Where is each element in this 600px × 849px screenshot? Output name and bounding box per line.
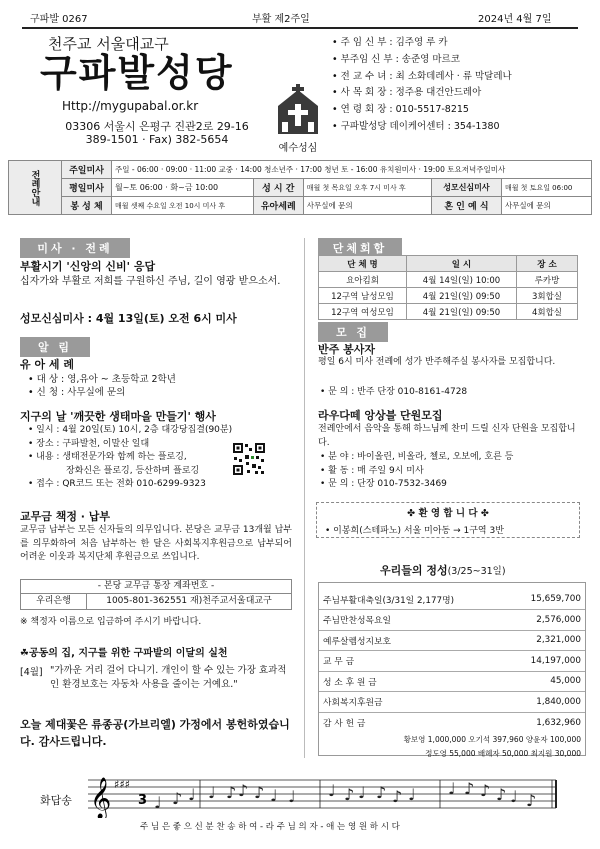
account-row bbox=[21, 594, 291, 609]
list-item-continued: 장화신은 플로깅, 등산하며 플로깅 bbox=[66, 465, 200, 476]
accompanist-title: 반주 봉사자 bbox=[318, 343, 375, 356]
monthly-practice-title: ☘공동의 집, 지구를 위한 구파발의 이달의 실천 bbox=[20, 648, 228, 659]
staff-item: • 주 임 신 부 : 김주영 루 카 bbox=[332, 37, 448, 48]
parish-name: 구파발성당 bbox=[40, 51, 234, 95]
table-row: 12구역 여성모임 4월 21일(일) 09:50 4회합실 bbox=[319, 304, 578, 320]
svg-text:♪: ♪ bbox=[496, 785, 507, 804]
svg-text:♩: ♩ bbox=[510, 787, 518, 806]
staff-item: • 부주임 신 부 : 송준영 마르코 bbox=[332, 53, 460, 65]
svg-text:♪: ♪ bbox=[172, 789, 183, 808]
staff-item: • 연 령 회 장 : 010-5517-8215 bbox=[332, 104, 469, 116]
ensemble-title: 라우다떼 앙상블 단원모집 bbox=[318, 409, 443, 422]
svg-text:♩: ♩ bbox=[188, 785, 196, 804]
list-item: • 대 상 : 영,유아 ~ 초등학교 2학년 bbox=[28, 374, 176, 385]
list-item: • 내용 : 생태전문가와 함께 하는 플로깅, bbox=[28, 452, 187, 462]
svg-text:♩: ♩ bbox=[358, 783, 366, 802]
issue-number: 구파발 0267 bbox=[30, 14, 88, 25]
svg-text:♩: ♩ bbox=[328, 781, 336, 800]
svg-text:♪: ♪ bbox=[480, 781, 491, 800]
account-note: ※ 책정자 이름으로 입금하여 주시기 바랍니다. bbox=[20, 617, 202, 627]
account-number: 1005-801-362551 재)천주교서울대교구 bbox=[106, 596, 272, 606]
ensemble-list bbox=[320, 451, 513, 492]
svg-text:♩: ♩ bbox=[408, 785, 416, 804]
svg-text:♪: ♪ bbox=[376, 783, 387, 802]
bank-name: 우리은행 bbox=[21, 594, 87, 609]
svg-text:♪: ♪ bbox=[464, 779, 475, 798]
liturgy-schedule-table: 전례안내 주일미사 주일 - 06:00 · 09:00 · 11:00 교중 · 14:00 청소년주 · 17:00 청년 토 - 16:00 유치원미사 · 19:00 토요저녁주일미사 평일미사 월~토 06:00 · 화~금 10:00 성 시 간 매월 첫 목요일 오후 7시 미사 후 성모신심미사 매월 첫 토요일 06:00 봉 성 체 매월 셋째 수요일 오전 10시 미사 후 유아세례 사무실에 문의 혼 인 예 식 사무실에 문의 bbox=[8, 160, 592, 215]
logo-caption: 예수성심 bbox=[278, 143, 318, 154]
list-item: • 문 의 : 단장 010-7532-3469 bbox=[320, 479, 447, 489]
tithe-title: 교무금 책정 · 납부 bbox=[20, 510, 111, 523]
svg-text:♩: ♩ bbox=[208, 783, 216, 802]
offering-box bbox=[318, 582, 586, 756]
music-staff bbox=[88, 772, 558, 818]
earth-day-title: 지구의 날 '깨끗한 생태마을 만들기' 행사 bbox=[20, 410, 216, 423]
schedule-side-label: 전례안내 bbox=[9, 161, 62, 215]
infant-baptism-list bbox=[28, 373, 176, 399]
svg-text:♪: ♪ bbox=[254, 783, 265, 802]
list-item: • 신 청 : 사무실에 문의 bbox=[28, 387, 126, 398]
staff-item: • 구파발성당 데이케어센터 : 354-1380 bbox=[332, 120, 500, 132]
accompanist-contact: • 문 의 : 반주 단장 010-8161-4728 bbox=[320, 387, 468, 397]
thanks-donors-2: 정도영 55,000 배혜자 50,000 최지원 30,000 bbox=[425, 748, 581, 758]
svg-text:♯♯♯: ♯♯♯ bbox=[114, 778, 130, 791]
welcome-box bbox=[316, 502, 580, 538]
issue-date: 2024년 4월 7일 bbox=[478, 14, 552, 25]
ensemble-body: 전례안에서 음악을 통해 하느님께 찬미 드릴 신자 단원을 모집합니다. bbox=[318, 424, 576, 448]
welcome-item: • 이봉희(스테파노) 서울 미아동 → 1구역 3반 bbox=[325, 526, 504, 536]
svg-text:𝄞: 𝄞 bbox=[90, 778, 112, 818]
mass-liturgy-tag: 미사 · 전례 bbox=[20, 238, 130, 258]
table-row: 예루살렘성지보호 2,321,000 bbox=[319, 630, 585, 651]
thanks-donors-1: 황보영 1,000,000 오기석 397,960 양윤자 100,000 bbox=[403, 734, 581, 744]
qr-code[interactable] bbox=[232, 442, 266, 476]
offering-table bbox=[319, 589, 585, 733]
list-item: • 분 야 : 바이올린, 비올라, 첼로, 오보에, 호른 등 bbox=[320, 452, 514, 462]
staff-item: • 전 교 수 녀 : 최 소화데레사 · 류 막달레나 bbox=[332, 70, 512, 82]
header-divider bbox=[22, 27, 578, 29]
table-row: 주님만찬성목요일 2,576,000 bbox=[319, 610, 585, 631]
accompanist-body: 평일 6시 미사 전례에 성가 반주해주실 봉사자를 모집합니다. bbox=[318, 357, 556, 367]
psalm-label: 화답송 bbox=[40, 794, 72, 807]
recruitment-tag: 모 집 bbox=[318, 322, 388, 342]
parish-address: 03306 서울시 은평구 진관2로 29-16 bbox=[65, 120, 249, 133]
staff-list bbox=[332, 35, 590, 136]
offering-title: 우리들의 정성(3/25~31일) bbox=[380, 564, 506, 577]
table-row: 사회복지후원금 1,840,000 bbox=[319, 692, 585, 713]
qr-code-icon bbox=[232, 442, 266, 476]
list-item: • 일시 : 4월 20일(토) 10시, 2층 대강당집결(90분) bbox=[28, 425, 233, 435]
table-row: 교 무 금 14,197,000 bbox=[319, 651, 585, 672]
tithe-body: 교무금 납부는 모든 신자들의 의무입니다. 본당은 교무금 13개월 납부를 의무화하여 처음 납부하는 한 달은 사회복지후원금으로 납부되어 어려운 이웃과 복지단체 후원금으로 쓰입니다. bbox=[20, 525, 292, 562]
infant-baptism-title: 유 아 세 례 bbox=[20, 358, 74, 371]
account-header: - 본당 교무금 통장 계좌번호 - bbox=[21, 580, 291, 594]
table-row: 12구역 남성모임 4월 21일(일) 09:50 3회합실 bbox=[319, 288, 578, 304]
church-icon bbox=[270, 84, 326, 136]
svg-text:♩: ♩ bbox=[270, 786, 278, 805]
practice-month: [4월] bbox=[20, 667, 43, 678]
group-meetings-tag: 단체회합 bbox=[318, 238, 402, 258]
column-divider bbox=[304, 238, 305, 758]
staff-item: • 사 목 회 장 : 정주용 대건안드레아 bbox=[332, 87, 482, 99]
psalm-lyrics: 주 님 은 좋 으 신 분 찬 송 하 여 - 라 주 님 의 자 - 애 는 영 원 하 시 다 bbox=[140, 822, 400, 832]
altar-flowers-notice: 오늘 제대꽃은 류종공(가브리엘) 가정에서 봉헌하였습니다. 감사드립니다. bbox=[20, 718, 290, 748]
table-row: 주님부활대축일(3/31일 2,177명) 15,659,700 bbox=[319, 589, 585, 610]
svg-text:♪: ♪ bbox=[226, 783, 237, 802]
list-item: • 장소 : 구파발천, 이말산 일대 bbox=[28, 438, 150, 449]
parish-url[interactable]: Http://mygupabal.or.kr bbox=[62, 99, 199, 113]
group-meetings-table: 단 체 명 일 시 장 소 요아킴회 4월 14일(일) 10:00 루카방 12구역 남성모임 4월 21일(일) 09:50 3회합실 12구역 여성모임 4월 21일(일) 09:50 4회합실 bbox=[318, 255, 578, 320]
marian-mass-notice: 성모신심미사 : 4월 13일(토) 오전 6시 미사 bbox=[20, 312, 237, 325]
table-row: 감 사 헌 금 1,632,960 bbox=[323, 717, 581, 729]
liturgical-season: 부활 제2주일 bbox=[252, 14, 310, 25]
svg-text:3: 3 bbox=[138, 793, 148, 808]
table-row: 요아킴회 4월 14일(일) 10:00 루카방 bbox=[319, 272, 578, 288]
music-notation-icon bbox=[88, 772, 558, 818]
svg-text:♩: ♩ bbox=[288, 787, 296, 806]
svg-text:♪: ♪ bbox=[526, 791, 537, 810]
table-row: 성 소 후 원 금 45,000 bbox=[319, 671, 585, 692]
svg-text:♩: ♩ bbox=[448, 779, 456, 798]
diocese-name: 천주교 서울대교구 bbox=[48, 35, 169, 53]
practice-body: "가까운 거리 걸어 다니기. 개인이 할 수 있는 가장 효과적인 환경보호는 자동차 사용을 줄이는 거예요." bbox=[50, 665, 287, 690]
welcome-title: ✤ 환 영 합 니 다 ✤ bbox=[407, 508, 489, 519]
list-item: • 접수 : QR코드 또는 전화 010-6299-9323 bbox=[28, 479, 206, 489]
notice-tag: 알 림 bbox=[20, 337, 90, 357]
svg-text:♪: ♪ bbox=[238, 781, 249, 800]
svg-text:♪: ♪ bbox=[392, 787, 403, 806]
sacred-heart-logo bbox=[270, 84, 326, 154]
svg-text:♩: ♩ bbox=[154, 793, 162, 812]
svg-text:♪: ♪ bbox=[344, 785, 355, 804]
account-box bbox=[20, 579, 292, 610]
parish-phone: 389-1501 · Fax) 382-5654 bbox=[85, 133, 229, 146]
easter-response-title: 부활시기 '신앙의 신비' 응답 bbox=[20, 260, 156, 273]
list-item: • 활 동 : 매 주일 9시 미사 bbox=[320, 465, 424, 476]
easter-response-body: 십자가와 부활로 저희를 구원하신 주님, 길이 영광 받으소서. bbox=[20, 276, 281, 287]
